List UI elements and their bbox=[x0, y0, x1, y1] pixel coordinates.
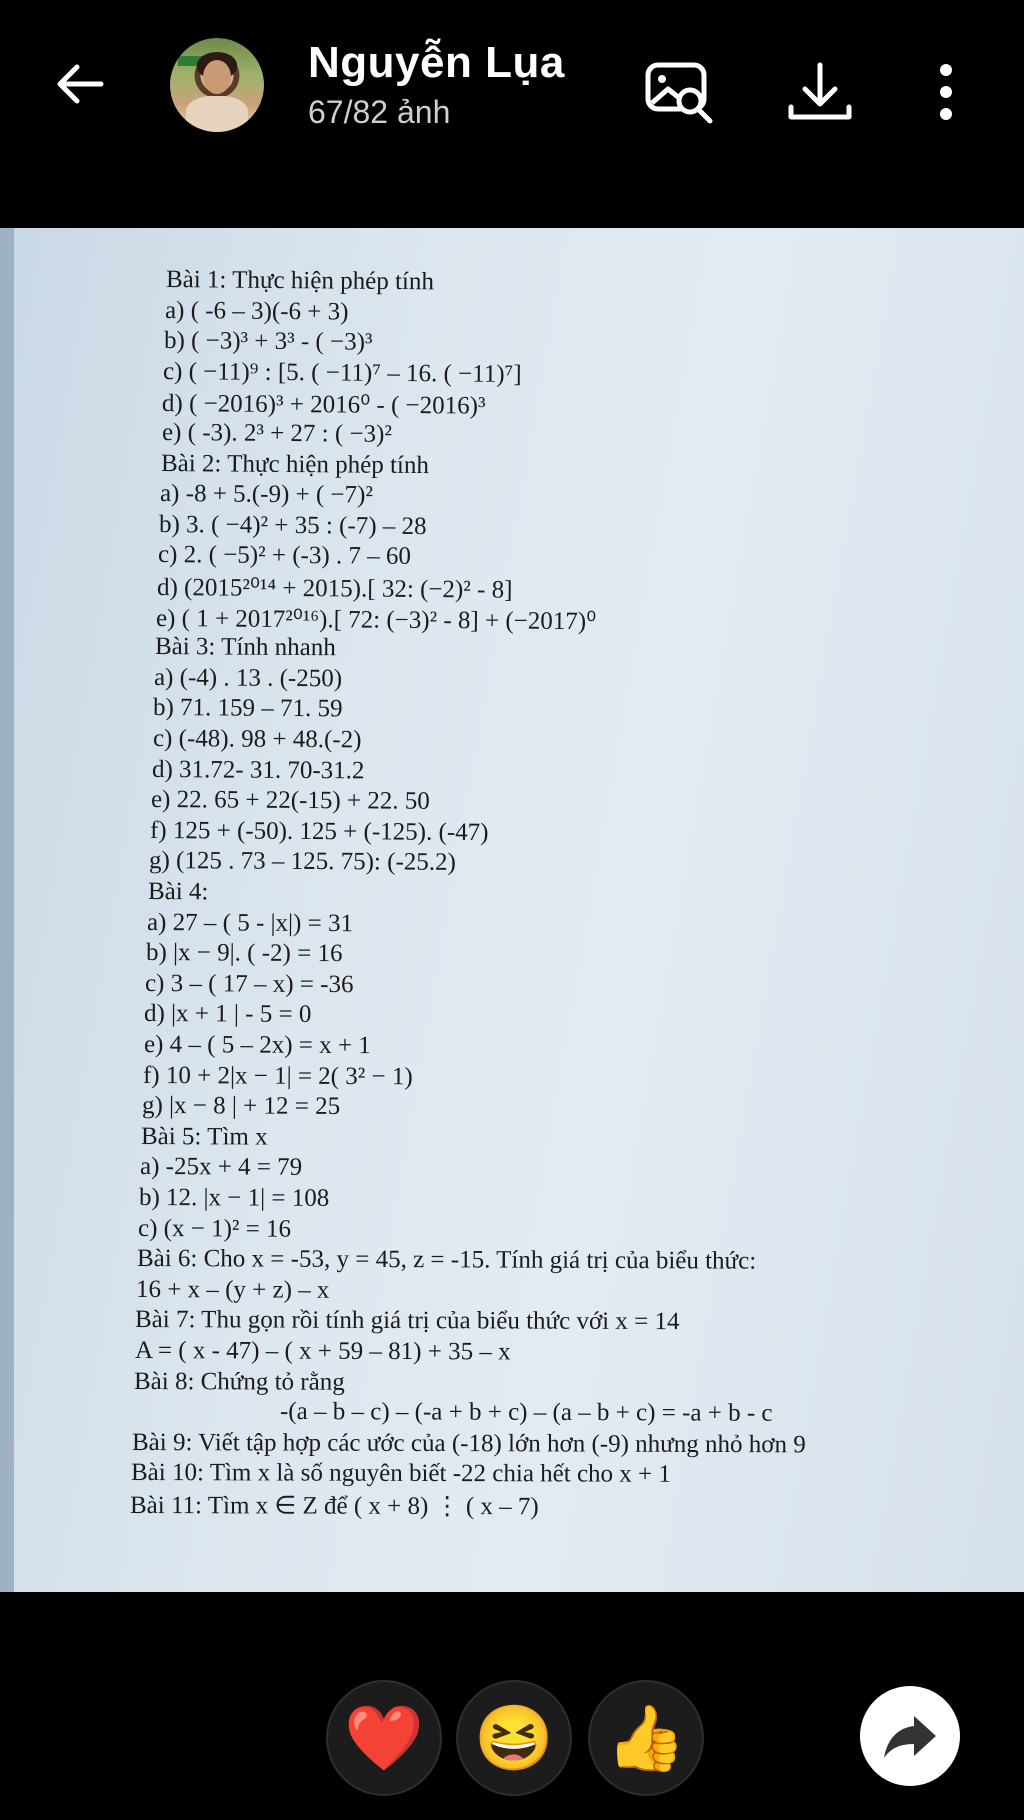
exercise-line: c) 3 – ( 17 – x) = -36 bbox=[145, 969, 354, 998]
download-icon bbox=[785, 59, 855, 125]
exercise-line: e) ( -3). 2³ + 27 : ( −3)² bbox=[161, 419, 392, 448]
exercise-line: b) 71. 159 – 71. 59 bbox=[153, 694, 344, 723]
exercise-heading: Bài 1: Thực hiện phép tính bbox=[165, 266, 435, 296]
haha-reaction-button[interactable] bbox=[456, 1680, 572, 1796]
document-text bbox=[0, 228, 1024, 1592]
exercise-line: 16 + x – (y + z) – x bbox=[136, 1275, 330, 1304]
like-reaction-button[interactable] bbox=[588, 1680, 704, 1796]
exercise-line: b) 3. ( −4)² + 35 : (-7) – 28 bbox=[158, 510, 427, 540]
laughing-face-icon: 😆 bbox=[474, 1702, 554, 1774]
back-button[interactable] bbox=[48, 52, 112, 116]
exercise-line: c) 2. ( −5)² + (-3) . 7 – 60 bbox=[157, 541, 411, 571]
exercise-line: c) (-48). 98 + 48.(-2) bbox=[152, 725, 362, 754]
exercise-line: f) 10 + 2|x − 1| = 2( 3² − 1) bbox=[142, 1061, 413, 1090]
download-button[interactable] bbox=[780, 52, 860, 132]
exercise-line: a) (-4) . 13 . (-250) bbox=[154, 663, 343, 693]
exercise-heading: Bài 6: Cho x = -53, y = 45, z = -15. Tính giá trị của biểu thức: bbox=[137, 1245, 757, 1275]
exercise-heading: Bài 2: Thực hiện phép tính bbox=[160, 449, 429, 479]
exercise-line: a) 27 – ( 5 - |x|) = 31 bbox=[147, 908, 354, 937]
heart-reaction-button[interactable] bbox=[326, 1680, 442, 1796]
exercise-heading: Bài 8: Chứng tỏ rằng bbox=[133, 1367, 345, 1396]
exercise-heading: Bài 9: Viết tập hợp các ước của (-18) lớn hơn (-9) nhưng nhỏ hơn 9 bbox=[131, 1428, 806, 1459]
exercise-heading: Bài 7: Thu gọn rồi tính giá trị của biểu thức với x = 14 bbox=[135, 1306, 680, 1336]
exercise-line: g) (125 . 73 – 125. 75): (-25.2) bbox=[148, 847, 456, 877]
exercise-line: b) 12. |x − 1| = 108 bbox=[138, 1184, 330, 1212]
exercise-heading: Bài 5: Tìm x bbox=[140, 1122, 268, 1151]
photo-viewer-header bbox=[0, 0, 1024, 170]
photo-image[interactable] bbox=[0, 228, 1024, 1592]
heart-icon: ❤️ bbox=[344, 1702, 424, 1774]
more-options-button[interactable] bbox=[916, 52, 976, 132]
more-vertical-icon bbox=[936, 62, 956, 122]
exercise-line: d) |x + 1 | - 5 = 0 bbox=[144, 1000, 312, 1029]
exercise-line: -(a – b – c) – (-a + b + c) – (a – b + c) = -a + b - c bbox=[279, 1398, 773, 1427]
exercise-heading: Bài 3: Tính nhanh bbox=[155, 633, 337, 662]
uploader-name[interactable]: Nguyễn Lụa bbox=[308, 38, 565, 87]
share-arrow-icon bbox=[882, 1712, 938, 1760]
exercise-heading: Bài 10: Tìm x là số nguyên biết -22 chia hết cho x + 1 bbox=[130, 1459, 671, 1489]
exercise-line: e) 4 – ( 5 – 2x) = x + 1 bbox=[143, 1031, 371, 1060]
photo-counter: 67/82 ảnh bbox=[308, 94, 451, 130]
exercise-heading: Bài 4: bbox=[147, 878, 209, 906]
exercise-line: e) ( 1 + 2017²⁰¹⁶).[ 72: (−3)² - 8] + (−2017)⁰ bbox=[155, 604, 597, 635]
exercise-line: e) 22. 65 + 22(-15) + 22. 50 bbox=[150, 786, 430, 815]
image-search-button[interactable] bbox=[642, 52, 722, 132]
exercise-line: c) (x − 1)² = 16 bbox=[138, 1214, 292, 1243]
exercise-line: d) ( −2016)³ + 2016⁰ - ( −2016)³ bbox=[162, 390, 487, 421]
exercise-heading: Bài 11: Tìm x ∈ Z để ( x + 8) ⋮ ( x – 7) bbox=[129, 1492, 539, 1521]
exercise-line: f) 125 + (-50). 125 + (-125). (-47) bbox=[149, 816, 489, 846]
exercise-line: a) ( -6 – 3)(-6 + 3) bbox=[164, 296, 349, 326]
exercise-line: b) ( −3)³ + 3³ - ( −3)³ bbox=[164, 327, 373, 356]
exercise-line: b) |x − 9|. ( -2) = 16 bbox=[146, 939, 343, 968]
exercise-line: a) -8 + 5.(-9) + ( −7)² bbox=[159, 480, 373, 509]
exercise-line: d) (2015²⁰¹⁴ + 2015).[ 32: (−2)² - 8] bbox=[156, 574, 513, 604]
exercise-line: d) 31.72- 31. 70-31.2 bbox=[151, 755, 365, 784]
exercise-line: c) ( −11)⁹ : [5. ( −11)⁷ – 16. ( −11)⁷] bbox=[163, 357, 523, 388]
back-arrow-icon bbox=[53, 57, 107, 111]
avatar[interactable] bbox=[170, 38, 264, 132]
thumbs-up-icon: 👍 bbox=[606, 1702, 686, 1774]
exercise-line: a) -25x + 4 = 79 bbox=[139, 1153, 303, 1182]
exercise-line: g) |x − 8 | + 12 = 25 bbox=[141, 1092, 340, 1121]
image-search-icon bbox=[644, 59, 720, 125]
exercise-line: A = ( x - 47) – ( x + 59 – 81) + 35 – x bbox=[134, 1337, 511, 1366]
share-button[interactable] bbox=[860, 1686, 960, 1786]
